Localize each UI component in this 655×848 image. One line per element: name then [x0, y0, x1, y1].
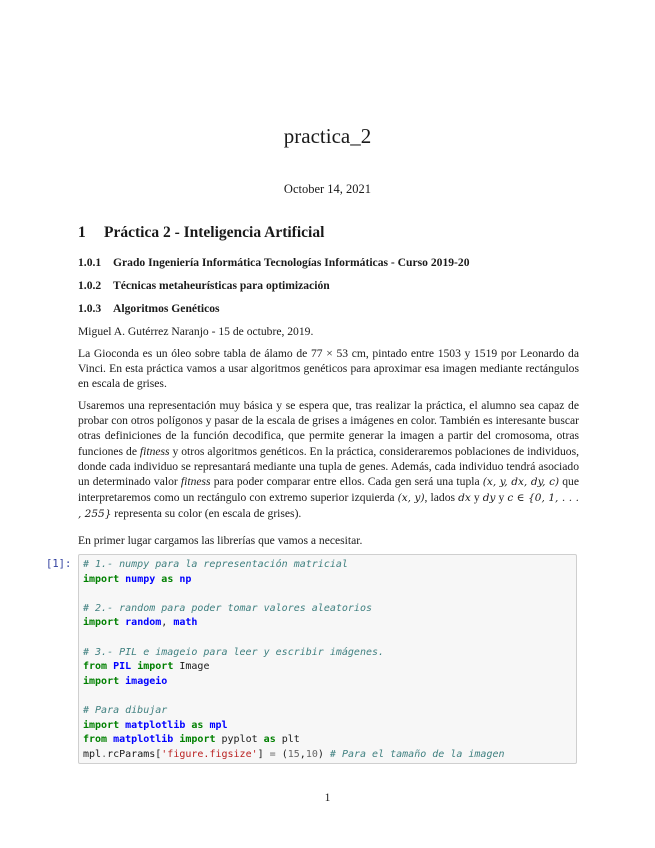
libraries-paragraph: En primer lugar cargamos las librerías que vamos a necesitar.	[78, 534, 363, 547]
code-token: math	[173, 617, 198, 629]
code-line	[83, 558, 505, 573]
code-line	[83, 733, 505, 748]
code-token: # Para dibujar	[83, 704, 168, 716]
code-token: from	[83, 734, 108, 746]
paragraph-text: , lados	[424, 491, 459, 505]
paragraph-text: y	[470, 491, 483, 505]
code-line	[83, 719, 505, 734]
subsection-title: Técnicas metaheurísticas para optimización	[113, 279, 330, 292]
section-heading	[78, 224, 324, 242]
code-token: )	[317, 748, 330, 760]
code-token: import	[137, 661, 174, 673]
section-title: Práctica 2 - Inteligencia Artificial	[104, 224, 325, 241]
code-content[interactable]	[83, 558, 505, 762]
code-token: import	[83, 719, 120, 731]
code-token: ,	[299, 748, 306, 760]
code-token: as	[191, 719, 204, 731]
code-token: random	[125, 617, 162, 629]
document-title: practica_2	[283, 124, 372, 148]
code-token: import	[83, 617, 120, 629]
code-token: # 3.- PIL e imageio para leer y escribir imágenes.	[83, 646, 385, 658]
paragraph-text: para poder comparar entre ellos. Cada gen será una tupla	[210, 475, 483, 489]
math-expression: (x, y)	[397, 492, 425, 505]
math-expression: (x, y, dx, dy, c)	[482, 476, 560, 489]
subsection-heading	[78, 302, 220, 315]
code-token: mpl	[209, 719, 228, 731]
document-date: October 14, 2021	[283, 182, 372, 196]
code-token: from	[83, 661, 108, 673]
italic-term: fitness	[180, 475, 211, 489]
author-line: Miguel A. Gutérrez Naranjo - 15 de octubre, 2019.	[78, 325, 314, 338]
page-number: 1	[324, 792, 331, 804]
code-token: =	[269, 748, 276, 760]
paragraph-text: Usaremos una representación muy básica y se espera que, tras realizar la práctica, el alumno sea capaz de probar con otros polígonos y pasar de la escala de grises a imágenes en color. También es interesante buscar otras definiciones de la función decodifica, que permite generar la imagen a partir del cromosoma, otras funciones de	[78, 399, 579, 458]
code-line	[83, 602, 505, 617]
code-token: (	[275, 748, 288, 760]
math-expression: c ∈ {0, 1, . . . , 255}	[78, 492, 579, 521]
code-line	[83, 616, 505, 631]
code-token: 'figure.figsize'	[161, 748, 258, 760]
code-token: import	[83, 573, 120, 585]
code-line	[83, 646, 505, 661]
intro-paragraph	[78, 346, 579, 392]
code-token: # 2.- random para poder tomar valores aleatorios	[83, 602, 372, 614]
code-token: import	[83, 675, 120, 687]
code-token: numpy	[125, 573, 156, 585]
code-token: mpl	[83, 748, 102, 760]
code-token: # 1.- numpy para la representación matricial	[83, 559, 348, 570]
code-token: import	[179, 734, 216, 746]
subsection-title: Grado Ingeniería Informática Tecnologías Informáticas - Curso 2019-20	[113, 256, 470, 269]
code-token: .	[101, 748, 108, 760]
cell-prompt: [1]:	[46, 558, 72, 570]
math-expression: dy	[482, 492, 496, 505]
code-token: Image	[173, 661, 210, 673]
subsection-number: 1.0.2	[78, 279, 102, 292]
code-line	[83, 660, 505, 675]
subsection-heading	[78, 279, 330, 292]
paragraph-text: La Gioconda es un óleo sobre tabla de álamo de 77 × 53 cm, pintado entre 1503 y 1519 por Leonardo da Vinci. En esta práctica vamos a usar algoritmos genéticos para aproximar esa imagen mediante rectángulos en escala de grises.	[78, 347, 579, 391]
italic-term: fitness	[139, 444, 170, 458]
code-token: as	[161, 573, 174, 585]
description-paragraph	[78, 398, 579, 523]
code-token: as	[263, 734, 276, 746]
code-token: matplotlib	[125, 719, 186, 731]
section-number: 1	[78, 224, 86, 241]
code-token: pyplot	[215, 734, 264, 746]
paragraph-text: representa su color (en escala de grises).	[111, 507, 302, 521]
code-line	[83, 689, 505, 704]
code-line	[83, 573, 505, 588]
code-token: 10	[305, 748, 318, 760]
subsection-title: Algoritmos Genéticos	[113, 302, 220, 315]
code-token: PIL	[113, 661, 132, 673]
paragraph-text: que interpretaremos como un rectángulo con extremo superior izquierda	[78, 475, 580, 505]
code-token: rcParams[	[107, 748, 162, 760]
subsection-number: 1.0.3	[78, 302, 102, 315]
code-cell[interactable]	[78, 554, 577, 764]
subsection-number: 1.0.1	[78, 256, 102, 269]
code-line	[83, 704, 505, 719]
code-token: # Para el tamaño de la imagen	[329, 748, 505, 760]
paragraph-text: y	[495, 491, 508, 505]
code-token: ,	[161, 617, 174, 629]
code-token: np	[179, 573, 192, 585]
code-token: imageio	[125, 675, 168, 687]
code-token: ]	[257, 748, 270, 760]
paragraph-text: y otros algoritmos genéticos. En la práctica, consideraremos poblaciones de individuos, donde cada individuo se represantará mediante una tupla de genes. Además, cada individuo tendrá asociado un determinado valor	[78, 444, 579, 489]
code-token: 15	[287, 748, 300, 760]
code-line	[83, 631, 505, 646]
code-line	[83, 675, 505, 690]
math-expression: dx	[458, 492, 471, 505]
code-token: matplotlib	[113, 734, 174, 746]
code-line	[83, 587, 505, 602]
subsection-heading	[78, 256, 470, 269]
code-token: plt	[275, 734, 300, 746]
code-line	[83, 748, 505, 763]
